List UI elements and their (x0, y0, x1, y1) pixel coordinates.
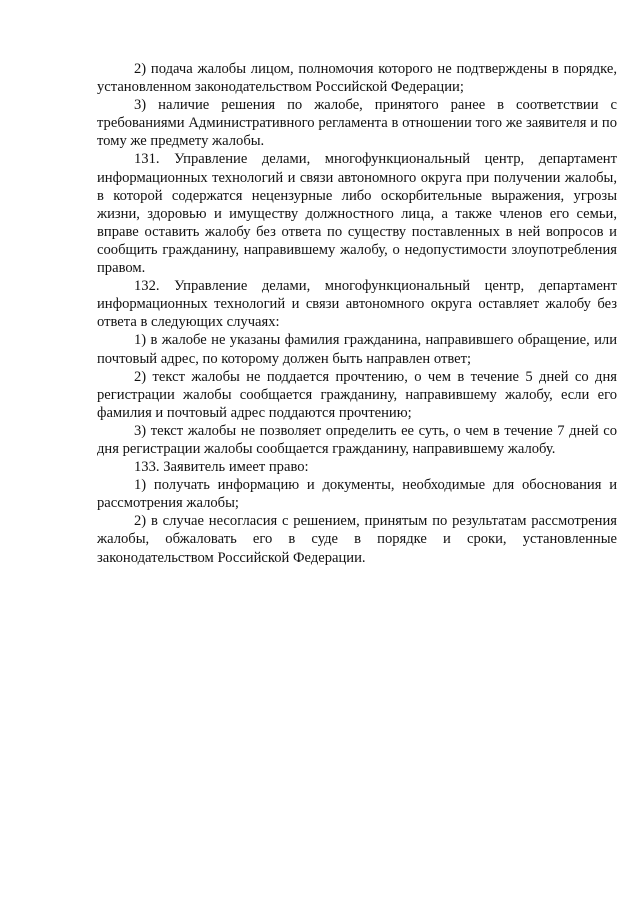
document-page (97, 60, 617, 567)
paragraph-133-right-2: 2) в случае несогласия с решением, принятым по результатам рассмотрения жалобы, обжаловать его в суде в порядке и сроки, установленные законодательством Российской Федерации. (97, 513, 617, 566)
paragraph-132-case-2: 2) текст жалобы не поддается прочтению, о чем в течение 5 дней со дня регистрации жалобы сообщается гражданину, направившему жалобу, если его фамилия и почтовый адрес поддаются прочтению; (97, 368, 617, 421)
paragraph-complaint-prior-decision: 3) наличие решения по жалобе, принятого ранее в соответствии с требованиями Административного регламента в отношении того же заявителя и по тому же предмету жалобы. (97, 97, 617, 150)
paragraph-132-case-1: 1) в жалобе не указаны фамилия гражданина, направившего обращение, или почтовый адрес, по которому должен быть направлен ответ; (97, 332, 617, 367)
paragraph-133-applicant-rights: 133. Заявитель имеет право: (134, 459, 309, 476)
paragraph-131-offensive-complaint: 131. Управление делами, многофункциональный центр, департамент информационных технологий и связи автономного округа при получении жалобы, в которой содержатся нецензурные либо оскорбительные выражения, угрозы жизни, здоровью и имуществу должностного лица, а также членов его семьи, вправе оставить жалобу без ответа по существу поставленных в ней вопросов и сообщить гражданину, направившему жалобу, о недопустимости злоупотребления правом. (97, 151, 617, 277)
paragraph-132-case-3: 3) текст жалобы не позволяет определить ее суть, о чем в течение 7 дней со дня регистрации жалобы сообщается гражданину, направившему жалобу. (97, 422, 617, 457)
paragraph-complaint-unauthorized-person: 2) подача жалобы лицом, полномочия которого не подтверждены в порядке, установленном законодательством Российской Федерации; (97, 61, 617, 96)
paragraph-132-no-answer-cases: 132. Управление делами, многофункциональный центр, департамент информационных технологий и связи автономного округа оставляет жалобу без ответа в следующих случаях: (97, 278, 617, 331)
paragraph-133-right-1: 1) получать информацию и документы, необходимые для обоснования и рассмотрения жалобы; (97, 477, 617, 512)
